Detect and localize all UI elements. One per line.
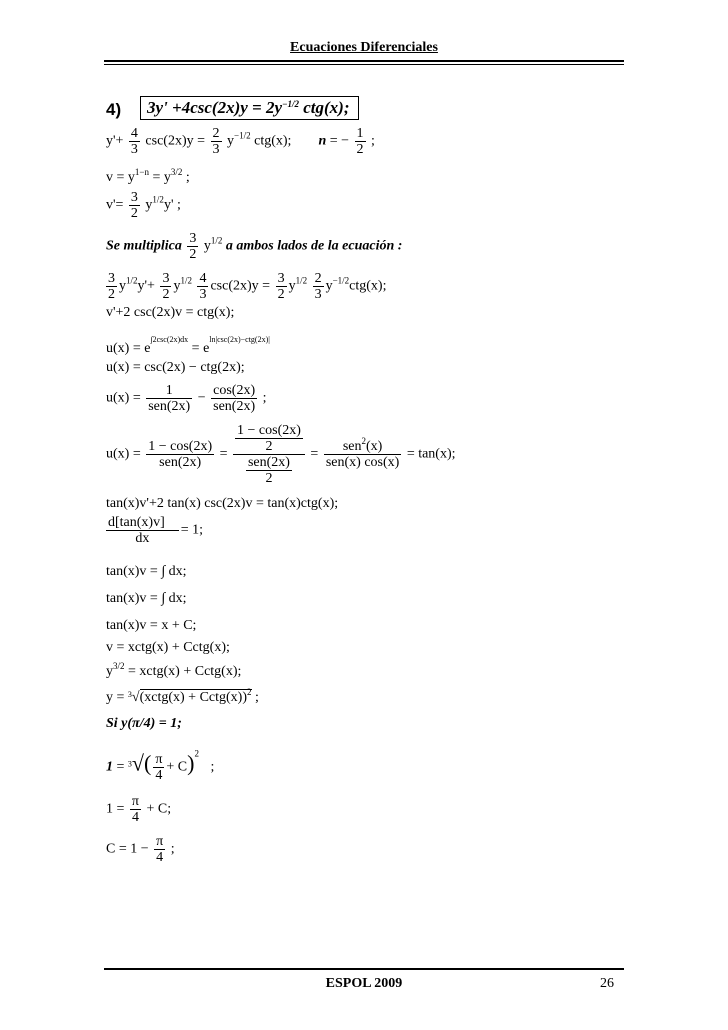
equation-line-17 <box>106 661 242 680</box>
exponent: ln|csc(2x)−ctg(2x)| <box>209 335 270 344</box>
text: y <box>145 197 153 213</box>
text: sen <box>342 439 362 454</box>
equation-line-4 <box>106 231 402 262</box>
denominator: 2 <box>265 471 273 486</box>
text: y <box>119 278 126 294</box>
fraction <box>154 834 165 865</box>
numerator: d[tan(x)v] <box>106 515 179 531</box>
numerator: 4 <box>199 271 207 286</box>
equation-line-13: tan(x)v = ∫ dx; <box>106 564 187 579</box>
footer-rule <box>104 968 624 970</box>
numerator: 3 <box>130 190 138 205</box>
fraction <box>146 439 214 470</box>
fraction <box>129 190 140 221</box>
fraction <box>246 455 292 486</box>
text: n <box>318 133 327 149</box>
denominator: sen(2x) <box>213 399 256 414</box>
text: u(x) = <box>106 446 141 462</box>
fraction <box>106 515 179 546</box>
denominator: 3 <box>314 287 322 302</box>
equation-line-18 <box>106 687 259 706</box>
text: ; <box>170 841 175 857</box>
numerator <box>324 436 401 455</box>
fraction <box>146 383 192 414</box>
text: = y <box>148 170 171 185</box>
denominator: 2 <box>189 247 197 262</box>
exponent: 1/2 <box>180 275 192 286</box>
equation-line-5 <box>104 271 386 302</box>
equation-line-22 <box>106 834 175 865</box>
equation-line-7 <box>106 335 270 357</box>
numerator: 2 <box>212 126 220 141</box>
denominator: 4 <box>131 810 139 825</box>
text: ctg(x); <box>254 133 292 149</box>
numerator: sen(2x) <box>247 455 290 470</box>
text: csc(2x)y = <box>210 278 271 294</box>
text: y = <box>106 690 128 705</box>
equation-line-15: tan(x)v = x + C; <box>106 618 197 633</box>
text: − <box>197 390 206 406</box>
exponent: 2 <box>247 687 252 697</box>
denominator: 3 <box>212 142 220 157</box>
footer-center: ESPOL 2009 <box>325 976 403 991</box>
fraction <box>197 271 208 302</box>
denominator: dx <box>135 531 150 546</box>
exponent: 1/2 <box>152 194 164 205</box>
text: y <box>203 238 211 254</box>
radicand <box>140 689 252 705</box>
statement-tail: ctg(x); <box>298 98 350 117</box>
text: = <box>219 446 228 462</box>
equation-line-10 <box>106 423 456 486</box>
page-header <box>0 40 728 56</box>
equation-line-1 <box>106 126 375 157</box>
statement-exponent: −1/2 <box>282 99 299 109</box>
text: ctg(x); <box>349 278 387 294</box>
numerator: 1 − cos(2x) <box>237 423 301 438</box>
equation-line-20 <box>106 748 215 783</box>
text: 1 = <box>106 801 125 817</box>
fraction <box>211 126 222 157</box>
equation-line-3 <box>106 190 181 221</box>
numerator: 3 <box>277 271 285 286</box>
statement-text: 3y' +4csc(2x)y = 2y <box>147 98 283 117</box>
equation-line-9 <box>106 383 267 414</box>
text: 1 <box>106 759 113 775</box>
text: ; <box>251 690 259 705</box>
text: ; <box>371 133 375 149</box>
root-index: 3 <box>127 759 132 769</box>
numerator: π <box>155 752 163 767</box>
text: + C; <box>146 801 172 817</box>
denominator: 3 <box>130 142 138 157</box>
numerator: π <box>131 794 139 809</box>
text: ; <box>182 170 190 185</box>
radical-sign: √ <box>131 690 140 705</box>
numerator: 2 <box>314 271 322 286</box>
fraction <box>153 752 164 783</box>
denominator: 2 <box>356 142 364 157</box>
text: u(x) = e <box>106 341 151 356</box>
numerator: cos(2x) <box>213 383 256 398</box>
text: = <box>113 759 128 775</box>
header-rule <box>104 60 624 62</box>
fraction <box>235 423 303 454</box>
root-index: 3 <box>127 690 132 699</box>
denominator: sen(2x) <box>159 455 202 470</box>
paren-close: ) <box>187 750 195 776</box>
fraction <box>355 126 366 157</box>
text: (xctg(x) + Cctg(x)) <box>139 690 248 705</box>
exponent: 3/2 <box>113 661 125 671</box>
text: y <box>288 278 296 294</box>
denominator: 2 <box>277 287 285 302</box>
equation-line-2 <box>106 167 190 186</box>
compound-denominator <box>233 455 305 486</box>
text: ; <box>210 759 215 775</box>
text: = <box>310 446 319 462</box>
fraction <box>324 436 401 470</box>
denominator: 2 <box>108 287 115 302</box>
compound-numerator <box>233 423 305 455</box>
equation-line-16: v = xctg(x) + Cctg(x); <box>106 640 230 655</box>
text: = 1; <box>180 522 204 538</box>
exponent: −1/2 <box>332 275 350 286</box>
denominator: 4 <box>155 768 163 783</box>
text: y <box>173 278 181 294</box>
fraction <box>130 794 141 825</box>
fraction <box>187 231 198 262</box>
equation-line-6: v'+2 csc(2x)v = ctg(x); <box>106 305 235 320</box>
numerator: π <box>156 834 164 849</box>
problem-number: 4) <box>106 100 122 119</box>
equation-line-19: Si y(π/4) = 1; <box>106 716 182 731</box>
fraction <box>160 271 171 302</box>
exponent: 1/2 <box>210 235 223 246</box>
text: C = 1 − <box>106 841 149 857</box>
text: Se multiplica <box>106 238 182 254</box>
problem-statement <box>140 96 359 120</box>
text: v'= <box>106 197 124 213</box>
numerator: 3 <box>162 271 170 286</box>
text: y'+ <box>137 278 155 294</box>
text: = e <box>188 341 210 356</box>
exponent: 1−n <box>134 167 149 177</box>
fraction <box>129 126 140 157</box>
text: y <box>325 278 333 294</box>
numerator: 1 <box>356 126 364 141</box>
text: y <box>227 133 235 149</box>
numerator: 3 <box>108 271 115 286</box>
fraction <box>313 271 324 302</box>
equation-line-21 <box>106 794 171 825</box>
fraction <box>211 383 257 414</box>
denominator: sen(2x) <box>148 399 191 414</box>
equation-line-11: tan(x)v'+2 tan(x) csc(2x)v = tan(x)ctg(x); <box>106 496 339 511</box>
numerator: 1 − cos(2x) <box>148 439 213 454</box>
text: u(x) = <box>106 390 141 406</box>
text: = tan(x); <box>406 446 456 462</box>
text: (x) <box>365 439 383 454</box>
text: csc(2x)y = <box>145 133 206 149</box>
text: y' ; <box>163 197 181 213</box>
numerator: 4 <box>130 126 138 141</box>
compound-fraction <box>233 423 305 486</box>
radical-sign: √ <box>131 750 144 776</box>
text: y <box>106 664 113 679</box>
text: y'+ <box>106 133 124 149</box>
exponent: 1/2 <box>126 275 138 286</box>
page-number: 26 <box>600 976 614 991</box>
exponent: ∫2csc(2x)dx <box>150 335 189 344</box>
equation-line-8: u(x) = csc(2x) − ctg(2x); <box>106 360 245 375</box>
text: ; <box>262 390 267 406</box>
equation-line-14: tan(x)v = ∫ dx; <box>106 591 187 606</box>
numerator: 1 <box>146 383 192 399</box>
exponent: 2 <box>194 748 199 759</box>
fraction <box>106 271 117 302</box>
denominator: 2 <box>130 206 138 221</box>
text: a ambos lados de la ecuación : <box>225 238 403 254</box>
denominator: sen(x) cos(x) <box>325 455 400 470</box>
exponent: 3/2 <box>170 167 183 177</box>
numerator: 3 <box>189 231 197 246</box>
denominator: 2 <box>265 439 273 454</box>
paren-open: ( <box>143 750 152 776</box>
denominator: 3 <box>199 287 207 302</box>
exponent: −1/2 <box>234 130 251 141</box>
equation-line-12 <box>104 515 203 546</box>
denominator: 4 <box>156 850 164 865</box>
text: = xctg(x) + Cctg(x); <box>124 664 242 679</box>
exponent: 2 <box>361 436 366 446</box>
denominator: 2 <box>162 287 170 302</box>
text: v = y <box>106 170 135 185</box>
exponent: 1/2 <box>295 275 308 286</box>
header-title: Ecuaciones Diferenciales <box>290 40 438 55</box>
text: = − <box>326 133 350 149</box>
fraction <box>276 271 287 302</box>
header-rule-thin <box>104 64 624 65</box>
text: + C <box>166 759 188 775</box>
